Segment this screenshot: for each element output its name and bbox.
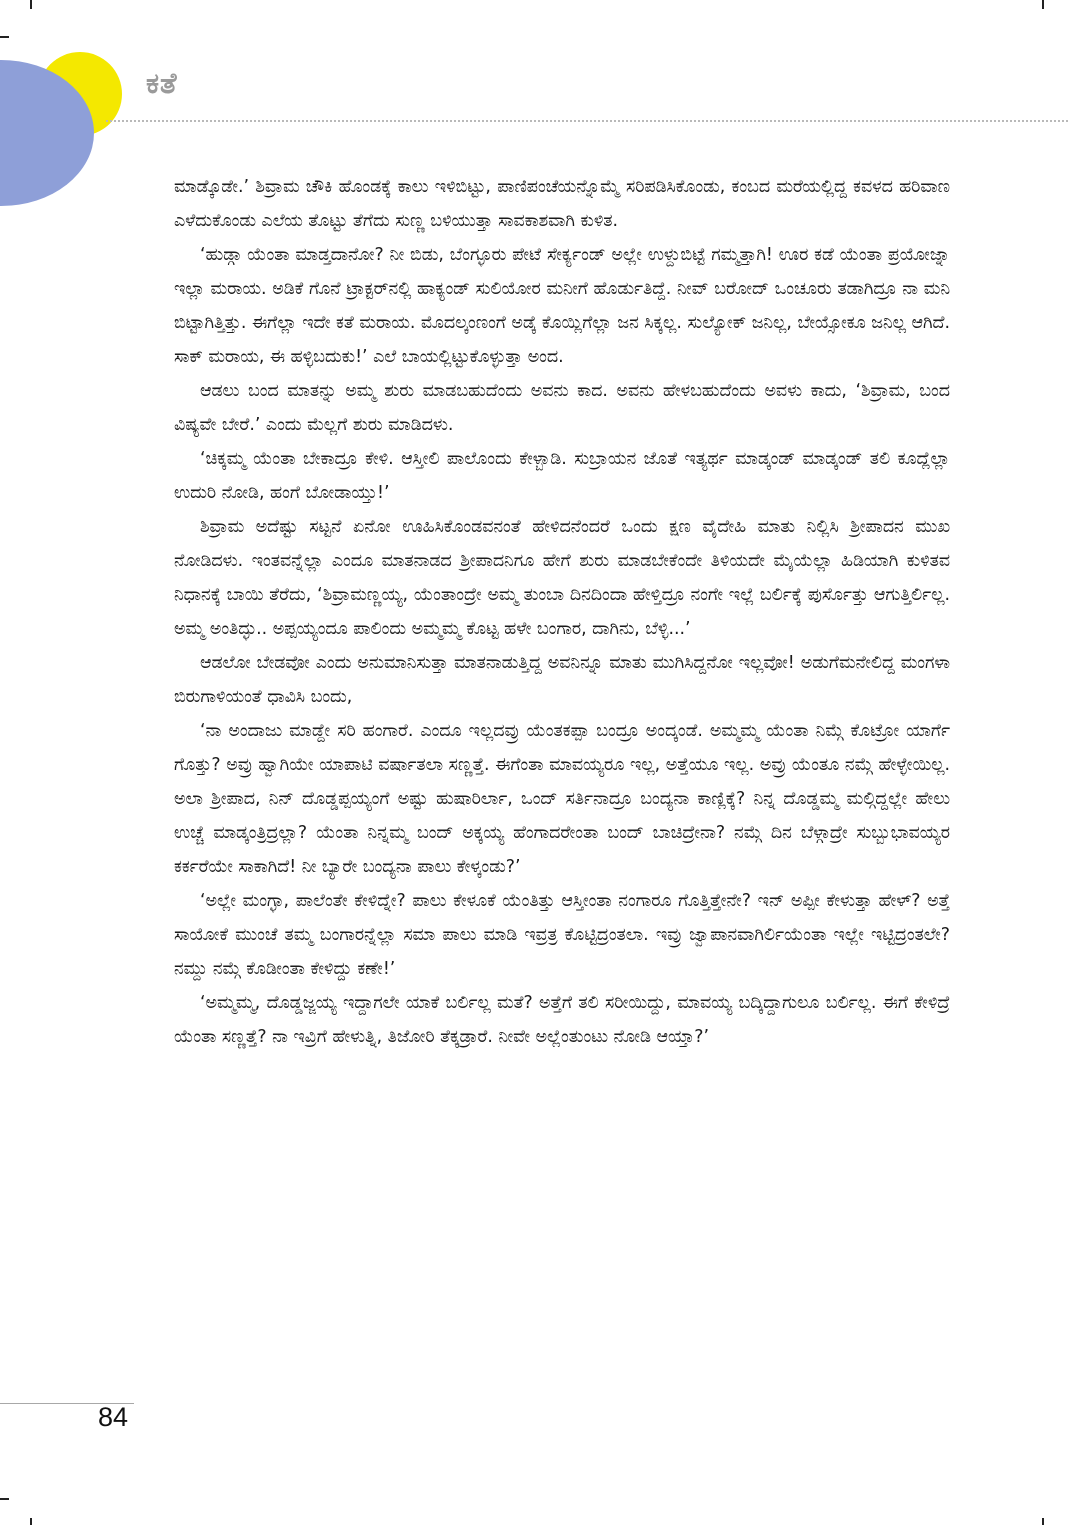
- paragraph: ಆಡಲು ಬಂದ ಮಾತನ್ನು ಅಮ್ಮ ಶುರು ಮಾಡಬಹುದೆಂದು ಅವನು ಕಾದ. ಅವನು ಹೇಳಬಹುದೆಂದು ಅವಳು ಕಾದು, ‘ಶಿವ್ರಾಮ, ಬಂದ ವಿಷ್ಯವೇ ಬೇರೆ.’ ಎಂದು ಮೆಲ್ಲಗೆ ಶುರು ಮಾಡಿದಳು.: [174, 381, 950, 435]
- crop-mark-bottom-right: [1042, 1518, 1044, 1525]
- crop-mark-left-top: [0, 36, 9, 38]
- crop-mark-top-left: [30, 0, 32, 9]
- paragraph: ‘ಹುಡ್ಗಾ ಯೆಂತಾ ಮಾಡ್ತದಾನೋ? ನೀ ಬಿಡು, ಬೆಂಗ್ಳೂರು ಪೇಟೆ ಸೇರ್ಕ್ಯಂಡ್ ಅಲ್ಲೇ ಉಳ್ದುಬಿಟ್ಟೆ ಗಮ್ಮತ್ತಾಗಿ! ಊರ ಕಡೆ ಯೆಂತಾ ಪ್ರಯೋಜ್ನಾ ಇಲ್ಲಾ ಮರಾಯ. ಅಡಿಕೆ ಗೊನೆ ಟ್ರಾಕ್ಟರ್‌ನಲ್ಲಿ ಹಾಕ್ಯಂಡ್ ಸುಲಿಯೋರ ಮನೀಗೆ ಹೊರ್ಡುತಿದ್ದೆ. ನೀವ್ ಬರೋದ್ ಒಂಚೂರು ತಡಾಗಿದ್ರೂ ನಾ ಮನಿ ಬಿಟ್ಟಾಗಿತ್ತಿತ್ತು. ಈಗೆಲ್ಲಾ ಇದೇ ಕತೆ ಮರಾಯ. ಮೊದಲ್ಕಂಣಂಗೆ ಅಡ್ಕೆ ಕೊಯ್ಲಿಗೆಲ್ಲಾ ಜನ ಸಿಕ್ಕಲ್ಲ. ಸುಲ್ಯೋಕ್ ಜನಿಲ್ಲ, ಬೇಯ್ಸೋಕೂ ಜನಿಲ್ಲ ಆಗಿದೆ. ಸಾಕ್ ಮರಾಯ, ಈ ಹಳ್ಳಿಬದುಕು!’ ಎಲೆ ಬಾಯಲ್ಲಿಟ್ಟುಕೊಳ್ಳುತ್ತಾ ಅಂದ.: [174, 245, 950, 367]
- paragraph: ‘ಅಮ್ಮಮ್ಮ, ದೊಡ್ಡಜ್ಜಯ್ಯ ಇದ್ದಾಗಲೇ ಯಾಕೆ ಬರ್ಲಿಲ್ಲ ಮತೆ? ಅತ್ತೆಗೆ ತಲಿ ಸರೀಯಿದ್ದು, ಮಾವಯ್ಯ ಬದ್ಕಿದ್ದಾಗುಲೂ ಬರ್ಲಿಲ್ಲ. ಈಗೆ ಕೇಳಿದ್ರೆ ಯೆಂತಾ ಸಣ್ಣತ್ತೆ? ನಾ ಇವ್ರಿಗೆ ಹೇಳುತ್ನಿ, ತಿಜೋರಿ ತೆಕ್ಕಡ್ರಾರೆ. ನೀವೇ ಅಲ್ಲೆಂತುಂಟು ನೋಡಿ ಆಯ್ತಾ?’: [174, 993, 950, 1047]
- paragraph: ‘ಅಲ್ಲೇ ಮಂಗ್ಳಾ, ಪಾಲೆಂತೇ ಕೇಳಿದ್ನೇ? ಪಾಲು ಕೇಳೂಕೆ ಯೆಂತಿತ್ತು ಆಸ್ತೀಂತಾ ನಂಗಾರೂ ಗೊತ್ತಿತ್ತೇನೇ? ಇನ್ ಅಪ್ಪೀ ಕೇಳುತ್ತಾ ಹೇಳ್? ಅತ್ತೆ ಸಾಯೋಕೆ ಮುಂಚೆ ತಮ್ಮ ಬಂಗಾರನ್ನೆಲ್ಲಾ ಸಮಾ ಪಾಲು ಮಾಡಿ ಇವ್ರತ್ರ ಕೊಟ್ಟಿದ್ರಂತಲಾ. ಇವ್ರು ಜ್ವಾಪಾನವಾಗಿರ್ಲಿಯೆಂತಾ ಇಲ್ಲೇ ಇಟ್ಟಿದ್ರಂತಲೇ? ನಮ್ದು ನಮ್ಗೆ ಕೊಡೀಂತಾ ಕೇಳಿದ್ದು ಕಣೇ!’: [174, 891, 950, 979]
- story-body: [174, 170, 950, 1054]
- paragraph: ಶಿವ್ರಾಮ ಅದೆಷ್ಟು ಸಟ್ಟನೆ ಏನೋ ಊಹಿಸಿಕೊಂಡವನಂತೆ ಹೇಳಿದನೆಂದರೆ ಒಂದು ಕ್ಷಣ ವೈದೇಹಿ ಮಾತು ನಿಲ್ಲಿಸಿ ಶ್ರೀಪಾದನ ಮುಖ ನೋಡಿದಳು. ಇಂತವನ್ನೆಲ್ಲಾ ಎಂದೂ ಮಾತನಾಡದ ಶ್ರೀಪಾದನಿಗೂ ಹೇಗೆ ಶುರು ಮಾಡಬೇಕೆಂದೇ ತಿಳಿಯದೇ ಮೈಯೆಲ್ಲಾ ಹಿಡಿಯಾಗಿ ಕುಳಿತವ ನಿಧಾನಕ್ಕೆ ಬಾಯಿ ತೆರೆದು, ‘ಶಿವ್ರಾಮಣ್ಣಯ್ಯ, ಯೆಂತಾಂದ್ರೇ ಅಮ್ಮ ತುಂಬಾ ದಿನದಿಂದಾ ಹೇಳ್ತಿದ್ರೂ ನಂಗೇ ಇಲ್ಲೆ ಬರ್ಲಿಕ್ಕೆ ಪುರ್ಸೊತ್ತು ಆಗುತ್ತಿರ್ಲಿಲ್ಲ. ಅಮ್ಮ ಅಂತಿದ್ಳು.. ಅಪ್ಪಯ್ಯಂದೂ ಪಾಲಿಂದು ಅಮ್ಮಮ್ಮ ಕೊಟ್ಟ ಹಳೇ ಬಂಗಾರ, ದಾಗಿನು, ಬೆಳ್ಳಿ...’: [174, 517, 950, 639]
- paragraph: ‘ಚಿಕ್ಕಮ್ಮ ಯೆಂತಾ ಬೇಕಾದ್ರೂ ಕೇಳಿ. ಆಸ್ತೀಲಿ ಪಾಲೊಂದು ಕೇಳ್ಬಾಡಿ. ಸುಬ್ರಾಯನ ಜೊತೆ ಇತ್ಯರ್ಥ ಮಾಡ್ಕಂಡ್ ಮಾಡ್ಕಂಡ್ ತಲಿ ಕೂದ್ಲೆಲ್ಲಾ ಉದುರಿ ನೋಡಿ, ಹಂಗೆ ಬೋಡಾಯ್ತು!’: [174, 449, 950, 503]
- crop-mark-top-right: [1042, 0, 1044, 9]
- crop-mark-bottom-left: [30, 1518, 32, 1525]
- paragraph: ಮಾಡ್ಕೊಡೇ.’ ಶಿವ್ರಾಮ ಚೌಕಿ ಹೊಂಡಕ್ಕೆ ಕಾಲು ಇಳಿಬಿಟ್ಟು, ಪಾಣಿಪಂಚೆಯನ್ನೊಮ್ಮೆ ಸರಿಪಡಿಸಿಕೊಂಡು, ಕಂಬದ ಮರೆಯಲ್ಲಿದ್ದ ಕವಳದ ಹರಿವಾಣ ಎಳೆದುಕೊಂಡು ಎಲೆಯ ತೊಟ್ಟು ತೆಗೆದು ಸುಣ್ಣ ಬಳಿಯುತ್ತಾ ಸಾವಕಾಶವಾಗಿ ಕುಳಿತ.: [174, 177, 950, 231]
- paragraph: ‘ನಾ ಅಂದಾಜು ಮಾಡ್ದೇ ಸರಿ ಹಂಗಾರೆ. ಎಂದೂ ಇಲ್ಲದವ್ರು ಯೆಂತಕಪ್ಪಾ ಬಂದ್ರೂ ಅಂದ್ಕಂಡೆ. ಅಮ್ಮಮ್ಮ ಯೆಂತಾ ನಿಮ್ಗೆ ಕೊಟ್ರೋ ಯಾರ್ಗೆ ಗೊತ್ತು? ಅವ್ರು ಹ್ವಾಗಿಯೇ ಯಾಪಾಟಿ ವರ್ಷಾತಲಾ ಸಣ್ಣತ್ತೆ. ಈಗೆಂತಾ ಮಾವಯ್ಯರೂ ಇಲ್ಲ, ಅತ್ತೆಯೂ ಇಲ್ಲ. ಅವ್ರು ಯೆಂತೂ ನಮ್ಗೆ ಹೇಳ್ಳೇಯಿಲ್ಲ. ಅಲಾ ಶ್ರೀಪಾದ, ನಿನ್ ದೊಡ್ಡಪ್ಪಯ್ಯಂಗೆ ಅಷ್ಟು ಹುಷಾರಿರ್ಲಾ, ಒಂದ್ ಸರ್ತಿನಾದ್ರೂ ಬಂದ್ಯನಾ ಕಾಣ್ಲಿಕ್ಕೆ? ನಿನ್ನ ದೊಡ್ಡಮ್ಮ ಮಲ್ಗಿದ್ದಲ್ಲೇ ಹೇಲು ಉಚ್ಚೆ ಮಾಡ್ಕಂತ್ರಿದ್ರಲ್ಲಾ? ಯೆಂತಾ ನಿನ್ನಮ್ಮ ಬಂದ್ ಅಕ್ಕಯ್ಯ ಹೆಂಗಾದರೇಂತಾ ಬಂದ್ ಬಾಚಿದ್ರೇನಾ? ನಮ್ಗೆ ದಿನ ಬೆಳ್ಗಾದ್ರೇ ಸುಬ್ಬುಭಾವಯ್ಯರ ಕರ್ಕರೆಯೇ ಸಾಕಾಗಿದೆ! ನೀ ಬ್ಯಾರೇ ಬಂದ್ಯನಾ ಪಾಲು ಕೇಳ್ಕಂಡು?’: [174, 721, 950, 877]
- section-title: ಕತೆ: [146, 66, 178, 100]
- crop-mark-left-bottom: [0, 1498, 9, 1500]
- header-dotted-rule: [106, 120, 1068, 122]
- paragraph: ಆಡಲೋ ಬೇಡವೋ ಎಂದು ಅನುಮಾನಿಸುತ್ತಾ ಮಾತನಾಡುತ್ತಿದ್ದ ಅವನಿನ್ನೂ ಮಾತು ಮುಗಿಸಿದ್ದನೋ ಇಲ್ಲವೋ! ಅಡುಗೆಮನೇಲಿದ್ದ ಮಂಗಳಾ ಬಿರುಗಾಳಿಯಂತೆ ಧಾವಿಸಿ ಬಂದು,: [174, 653, 950, 707]
- page-number: 84: [98, 1402, 129, 1432]
